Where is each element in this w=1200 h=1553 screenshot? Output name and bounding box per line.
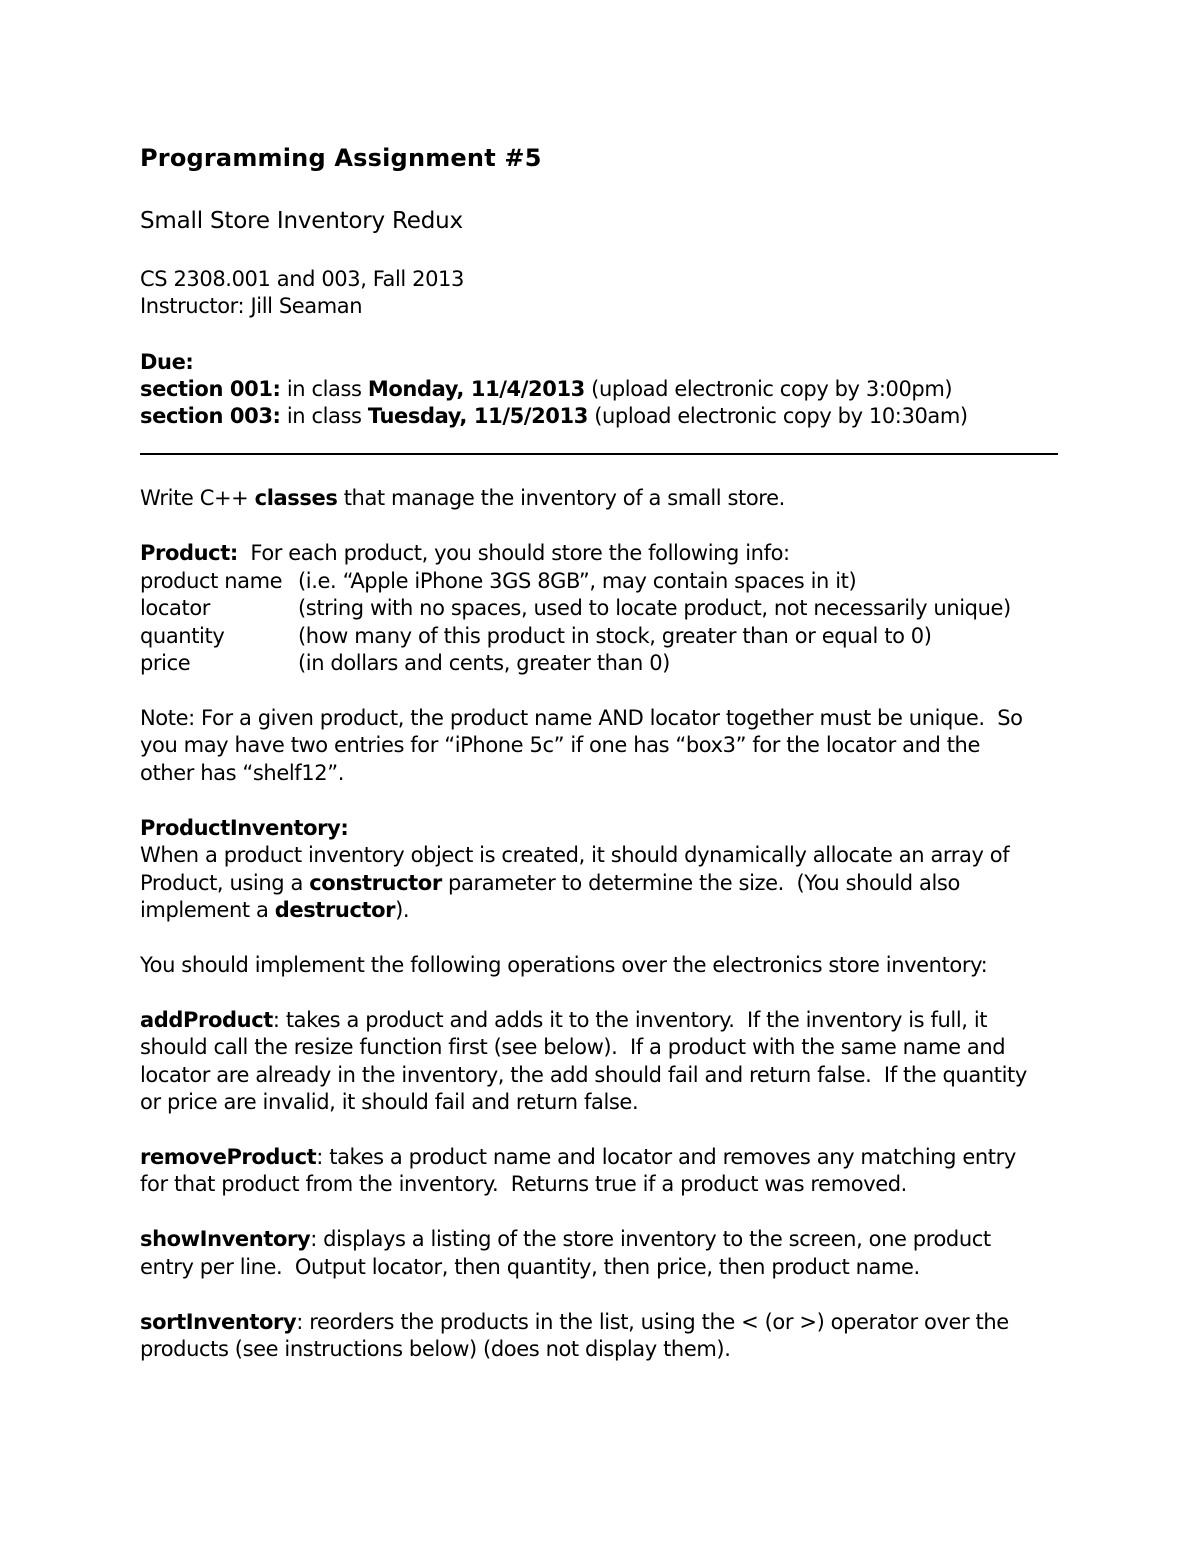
course-line: CS 2308.001 and 003, Fall 2013 — [140, 267, 464, 291]
op-add-line: addProduct: takes a product and adds it to the inventory. If the inventory is full, it — [140, 1008, 988, 1032]
field-desc: (string with no spaces, used to locate product, not necessarily unique) — [298, 596, 1011, 620]
inventory-line: implement a destructor). — [140, 898, 410, 922]
section-label: section 003: — [140, 404, 281, 428]
document-subtitle: Small Store Inventory Redux — [140, 208, 463, 234]
op-name: addProduct — [140, 1008, 273, 1032]
field-name: price — [140, 651, 191, 675]
due-date: Monday, 11/4/2013 — [367, 377, 585, 401]
op-sort-line: products (see instructions below) (does not display them). — [140, 1337, 731, 1361]
op-remove-line: removeProduct: takes a product name and locator and removes any matching entry — [140, 1145, 1016, 1169]
op-add-line: should call the resize function first (see below). If a product with the same name and — [140, 1035, 1006, 1059]
field-name: quantity — [140, 624, 225, 648]
op-name: showInventory — [140, 1227, 311, 1251]
operations-intro: You should implement the following operations over the electronics store inventory: — [140, 953, 988, 977]
field-desc: (how many of this product in stock, greater than or equal to 0) — [298, 624, 932, 648]
op-remove-line: for that product from the inventory. Returns true if a product was removed. — [140, 1172, 907, 1196]
due-section-001: section 001: in class Monday, 11/4/2013 (upload electronic copy by 3:00pm) — [140, 377, 953, 401]
inventory-heading-line — [140, 814, 348, 842]
inventory-heading: ProductInventory: — [140, 816, 349, 840]
inventory-line: When a product inventory object is created, it should dynamically allocate an array of — [140, 843, 1010, 867]
instructor-line: Instructor: Jill Seaman — [140, 294, 363, 318]
op-add-line: locator are already in the inventory, the add should fail and return false. If the quantity — [140, 1063, 1027, 1087]
note-line: you may have two entries for “iPhone 5c” if one has “box3” for the locator and the — [140, 733, 980, 757]
due-section-003: section 003: in class Tuesday, 11/5/2013 (upload electronic copy by 10:30am) — [140, 404, 968, 428]
horizontal-divider — [140, 453, 1058, 455]
note-line: Note: For a given product, the product name AND locator together must be unique. So — [140, 706, 1023, 730]
field-desc: (in dollars and cents, greater than 0) — [298, 651, 670, 675]
product-field-row — [140, 649, 670, 677]
op-show-line: entry per line. Output locator, then quantity, then price, then product name. — [140, 1255, 920, 1279]
op-name: removeProduct — [140, 1145, 317, 1169]
product-field-row — [140, 594, 1011, 622]
field-name: product name — [140, 569, 283, 593]
note-line: other has “shelf12”. — [140, 761, 344, 785]
product-field-row — [140, 622, 932, 650]
document-title: Programming Assignment #5 — [140, 144, 542, 172]
op-name: sortInventory — [140, 1310, 297, 1334]
due-heading — [140, 348, 193, 376]
section-label: section 001: — [140, 377, 281, 401]
field-desc: (i.e. “Apple iPhone 3GS 8GB”, may contain spaces in it) — [298, 569, 857, 593]
due-label: Due: — [140, 350, 194, 374]
field-name: locator — [140, 596, 211, 620]
due-date: Tuesday, 11/5/2013 — [367, 404, 588, 428]
op-sort-line: sortInventory: reorders the products in the list, using the < (or >) operator over the — [140, 1310, 1009, 1334]
op-show-line: showInventory: displays a listing of the store inventory to the screen, one product — [140, 1227, 991, 1251]
product-heading-line: Product: For each product, you should store the following info: — [140, 541, 790, 565]
op-add-line: or price are invalid, it should fail and return false. — [140, 1090, 639, 1114]
product-heading: Product: — [140, 541, 238, 565]
intro-paragraph: Write C++ classes that manage the inventory of a small store. — [140, 486, 785, 510]
inventory-line: Product, using a constructor parameter to determine the size. (You should also — [140, 871, 960, 895]
product-field-row — [140, 567, 856, 595]
